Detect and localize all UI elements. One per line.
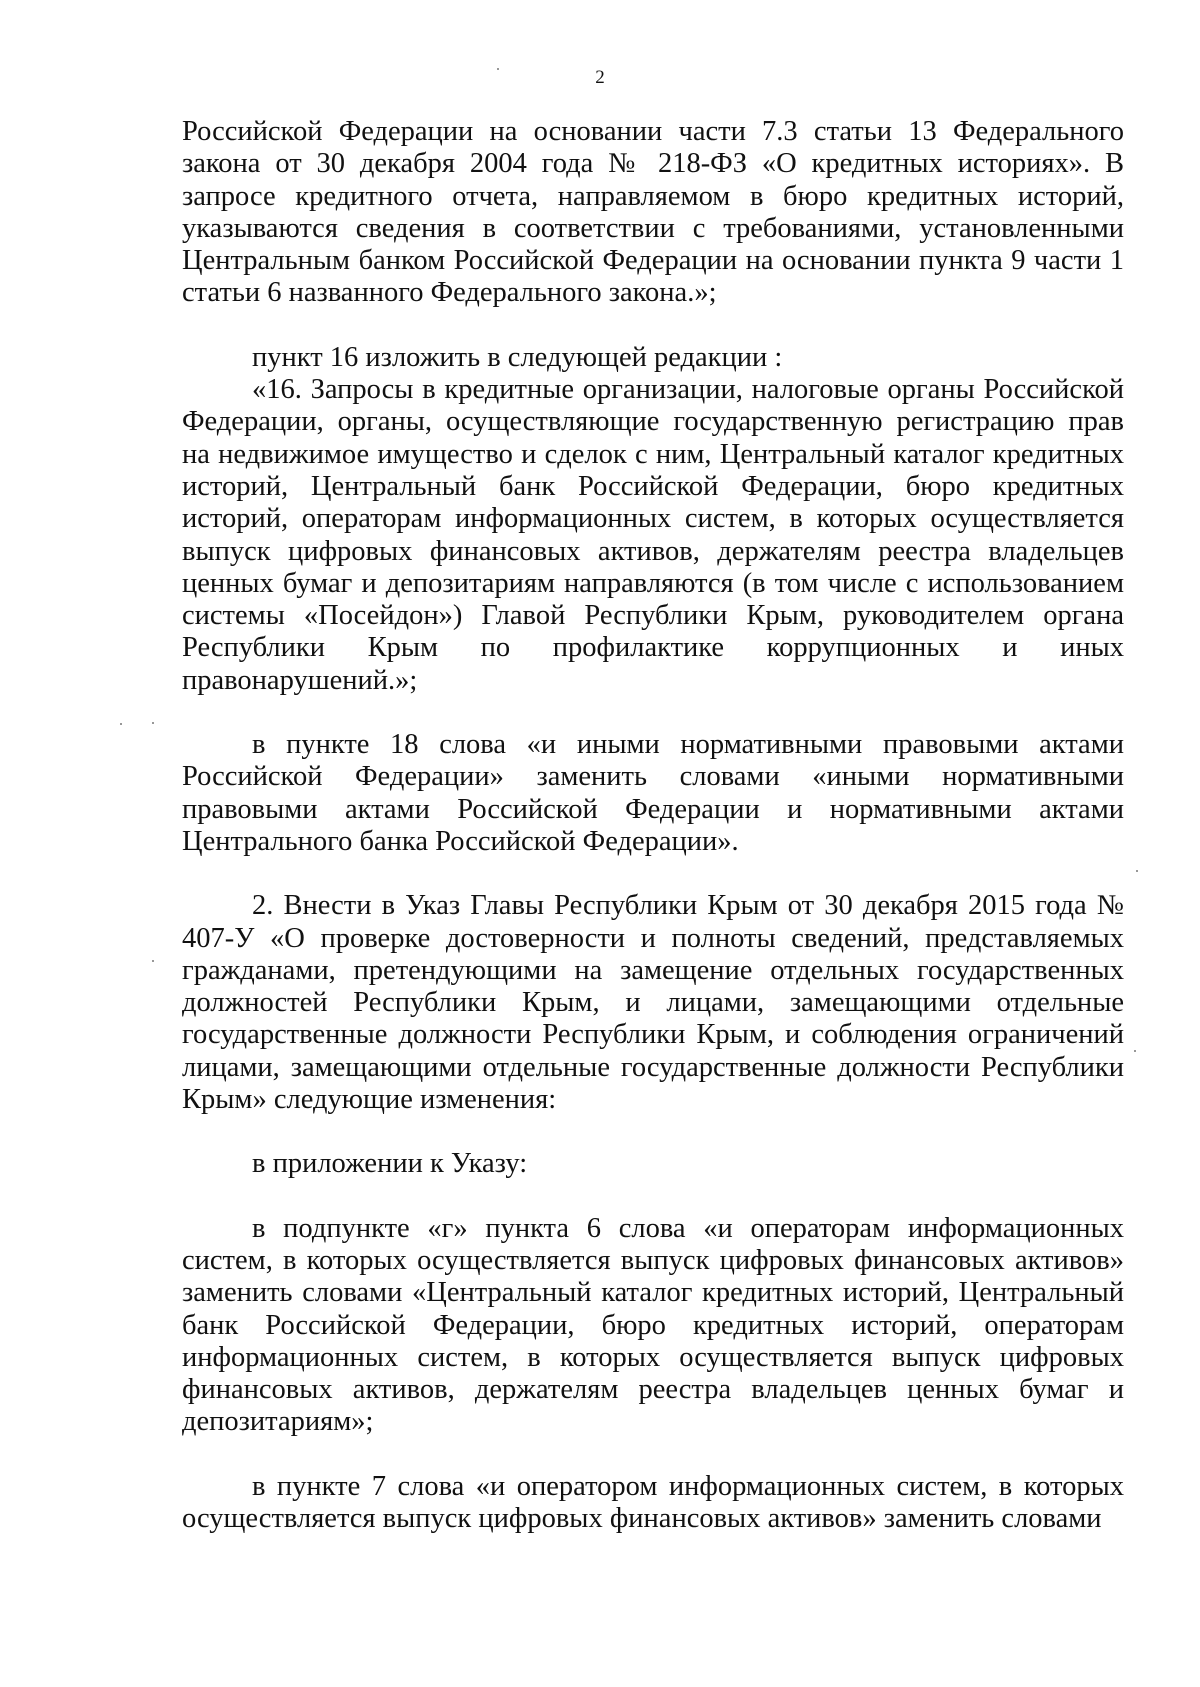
document-body (182, 116, 1124, 1535)
scan-speck (1134, 1050, 1136, 1052)
scan-speck (120, 723, 122, 725)
paragraph-item-16-intro: пункт 16 изложить в следующей редакции : (252, 341, 783, 373)
scan-speck (1136, 870, 1138, 872)
paragraph-appendix-intro: в приложении к Указу: (252, 1148, 528, 1180)
paragraph-item-16-text: «16. Запросы в кредитные организации, налоговые органы Российской Федерации, органы, осуществляющие государственную регистрацию прав на недвижимое имущество и сделок с ним, Центральный каталог кредитных историй, Центральный банк Российской Федерации, бюро кредитных историй, операторам информационных систем, в которых осуществляется выпуск цифровых финансовых активов, держателям реестра владельцев ценных бумаг и депозитариям направляются (в том числе с использованием системы «Посейдон») Главой Республики Крым, руководителем органа Республики Крым по профилактике коррупционных и иных правонарушений.»; (182, 374, 1124, 696)
paragraph-continuation: Российской Федерации на основании части 7.3 статьи 13 Федерального закона от 30 декабря 2004 года № 218-ФЗ «О кредитных историях». В запросе кредитного отчета, направляемом в бюро кредитных историй, указываются сведения в соответствии с требованиями, установленными Центральным банком Российской Федерации на основании пункта 9 части 1 статьи 6 названного Федерального закона.»; (182, 116, 1124, 309)
paragraph-subitem-g: в подпункте «г» пункта 6 слова «и операторам информационных систем, в которых осуществляется выпуск цифровых финансовых активов» заменить словами «Центральный каталог кредитных историй, Центральный банк Российской Федерации, бюро кредитных историй, операторам информационных систем, в которых осуществляется выпуск цифровых финансовых активов, держателям реестра владельцев ценных бумаг и депозитариям»; (182, 1212, 1124, 1438)
page-number: 2 (595, 67, 605, 88)
paragraph-item-18: в пункте 18 слова «и иными нормативными правовыми актами Российской Федерации» заменить словами «иными нормативными правовыми актами Российской Федерации и нормативными актами Центрального банка Российской Федерации». (182, 729, 1124, 857)
scan-speck (152, 722, 154, 724)
scan-speck (152, 960, 154, 962)
paragraph-item-7: в пункте 7 слова «и оператором информационных систем, в которых осуществляется выпуск цифровых финансовых активов» заменить словами (182, 1470, 1124, 1534)
scan-speck (497, 68, 499, 70)
paragraph-section-2: 2. Внести в Указ Главы Республики Крым от 30 декабря 2015 года № 407-У «О проверке достоверности и полноты сведений, представляемых гражданами, претендующими на замещение отдельных государственных должностей Республики Крым, и лицами, замещающими отдельные государственные должности Республики Крым, и соблюдения ограничений лицами, замещающими отдельные государственные должности Республики Крым» следующие изменения: (182, 890, 1124, 1116)
